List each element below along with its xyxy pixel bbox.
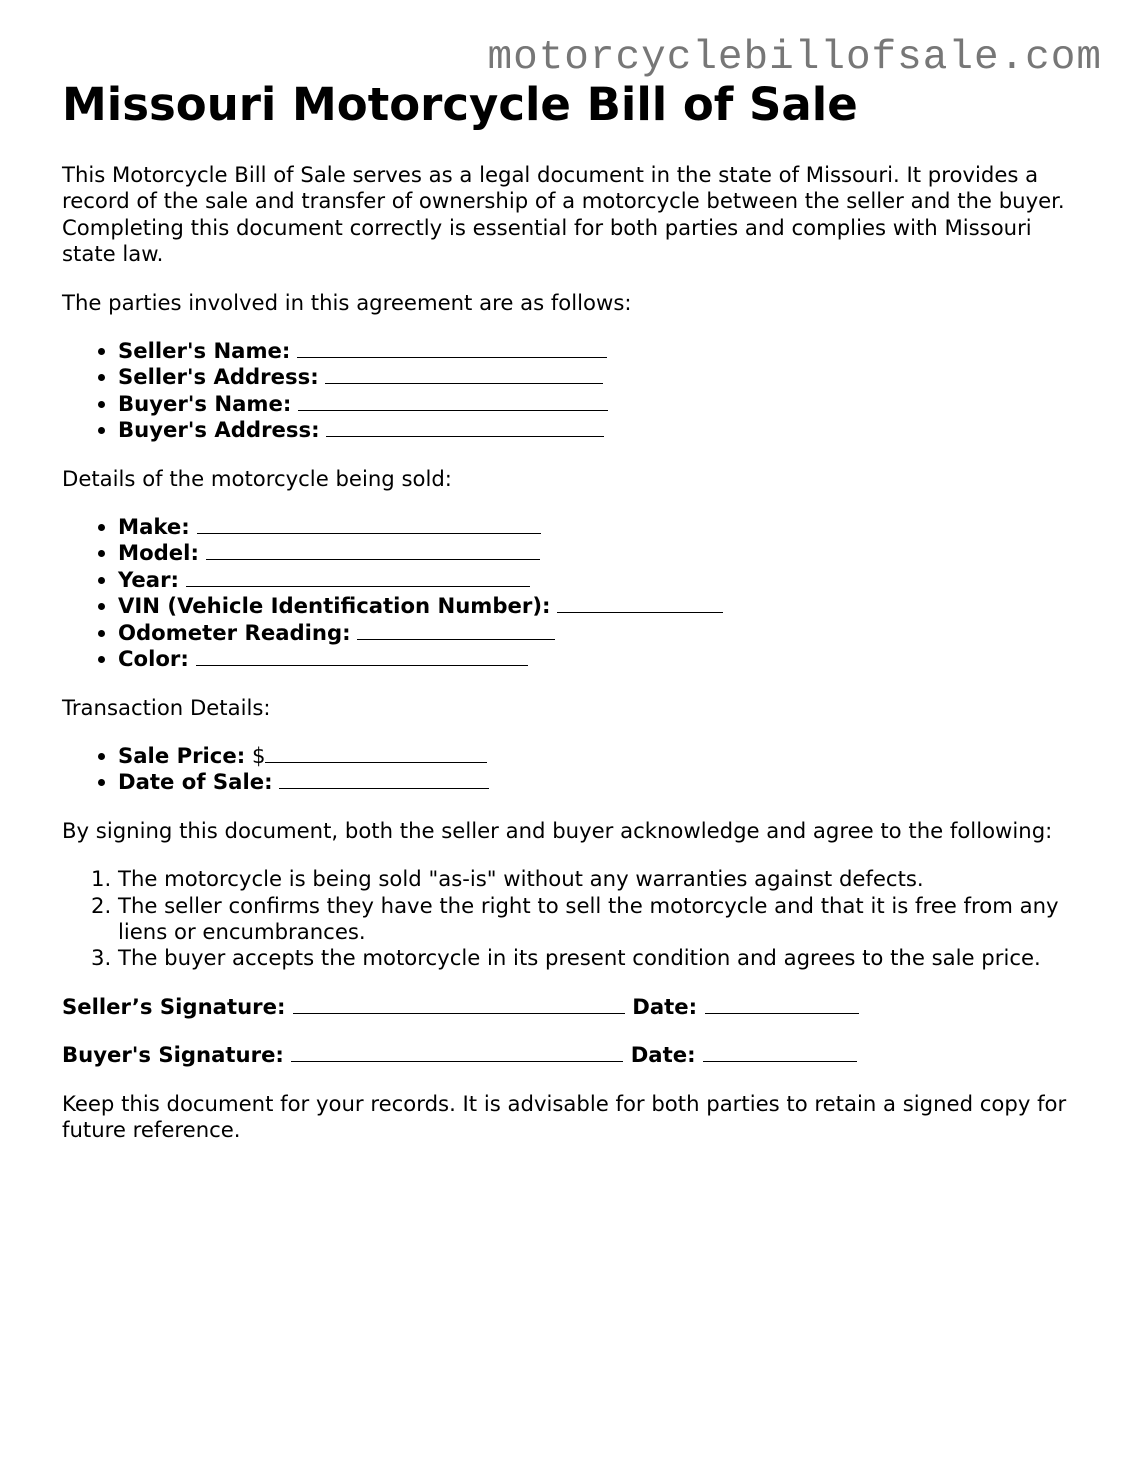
- currency-symbol: $: [251, 742, 266, 768]
- list-item: [118, 391, 1072, 417]
- list-item: 1. The motorcycle is being sold "as-is" without any warranties against defects.: [118, 866, 1072, 892]
- field-label: Seller's Name:: [118, 338, 291, 364]
- list-item: [118, 567, 1072, 593]
- list-item: 3. The buyer accepts the motorcycle in its present condition and agrees to the sale price.: [118, 945, 1072, 971]
- seller-name-field[interactable]: [297, 339, 607, 358]
- seller-signature-row: [62, 994, 1072, 1020]
- closing-paragraph: Keep this document for your records. It is advisable for both parties to retain a signed copy for future reference.: [62, 1090, 1067, 1142]
- document-body: [62, 78, 1072, 1165]
- list-item: [118, 646, 1072, 672]
- seller-signature-field[interactable]: [293, 995, 625, 1014]
- field-label: VIN (Vehicle Identification Number):: [118, 593, 551, 619]
- list-item: [118, 417, 1072, 443]
- list-item: [118, 769, 1072, 795]
- seller-address-field[interactable]: [325, 365, 603, 384]
- buyer-date-field[interactable]: [703, 1043, 857, 1062]
- terms-list: [62, 866, 1072, 972]
- list-item: [118, 743, 1072, 769]
- intro-paragraph: This Motorcycle Bill of Sale serves as a legal document in the state of Missouri. It provides a record of the sale and transfer of ownership of a motorcycle between the seller and the buyer. Completing this document correctly is essential for both parties and complies with Missouri state law.: [62, 162, 1065, 267]
- vin-field[interactable]: [557, 594, 723, 613]
- list-item: 2. The seller confirms they have the right to sell the motorcycle and that it is free from any liens or encumbrances.: [118, 893, 1072, 946]
- odometer-field[interactable]: [357, 621, 555, 640]
- model-field[interactable]: [206, 541, 540, 560]
- field-label: Model:: [118, 540, 199, 566]
- list-item: [118, 364, 1072, 390]
- list-item: [118, 540, 1072, 566]
- date-of-sale-field[interactable]: [279, 770, 489, 789]
- list-item: [118, 338, 1072, 364]
- details-list: [62, 514, 1072, 672]
- buyer-signature-label: Buyer's Signature:: [62, 1042, 284, 1068]
- field-label: Sale Price:: [118, 742, 246, 768]
- buyer-signature-row: [62, 1042, 1072, 1068]
- field-label: Buyer's Address:: [118, 417, 320, 443]
- year-field[interactable]: [186, 568, 530, 587]
- list-item: [118, 620, 1072, 646]
- seller-signature-label: Seller’s Signature:: [62, 993, 286, 1019]
- field-label: Color:: [118, 646, 189, 672]
- field-label: Buyer's Name:: [118, 390, 292, 416]
- field-label: Date of Sale:: [118, 769, 273, 795]
- details-heading: Details of the motorcycle being sold:: [62, 465, 452, 491]
- buyer-date-label: Date:: [630, 1042, 696, 1068]
- parties-list: [62, 338, 1072, 444]
- agreement-heading: By signing this document, both the seller and buyer acknowledge and agree to the following:: [62, 817, 1053, 843]
- seller-date-label: Date:: [632, 993, 698, 1019]
- field-label: Odometer Reading:: [118, 619, 351, 645]
- buyer-signature-field[interactable]: [291, 1043, 623, 1062]
- list-item: [118, 593, 1072, 619]
- parties-heading: The parties involved in this agreement are as follows:: [62, 289, 632, 315]
- buyer-address-field[interactable]: [326, 418, 604, 437]
- field-label: Year:: [118, 566, 179, 592]
- transaction-heading: Transaction Details:: [62, 694, 271, 720]
- buyer-name-field[interactable]: [298, 392, 608, 411]
- sale-price-field[interactable]: [265, 744, 487, 763]
- seller-date-field[interactable]: [705, 995, 859, 1014]
- color-field[interactable]: [196, 647, 528, 666]
- field-label: Seller's Address:: [118, 364, 319, 390]
- make-field[interactable]: [197, 515, 541, 534]
- site-watermark: motorcyclebillofsale.com: [487, 35, 1102, 81]
- page-title: Missouri Motorcycle Bill of Sale: [62, 78, 858, 131]
- transaction-list: [62, 743, 1072, 796]
- field-label: Make:: [118, 514, 190, 540]
- list-item: [118, 514, 1072, 540]
